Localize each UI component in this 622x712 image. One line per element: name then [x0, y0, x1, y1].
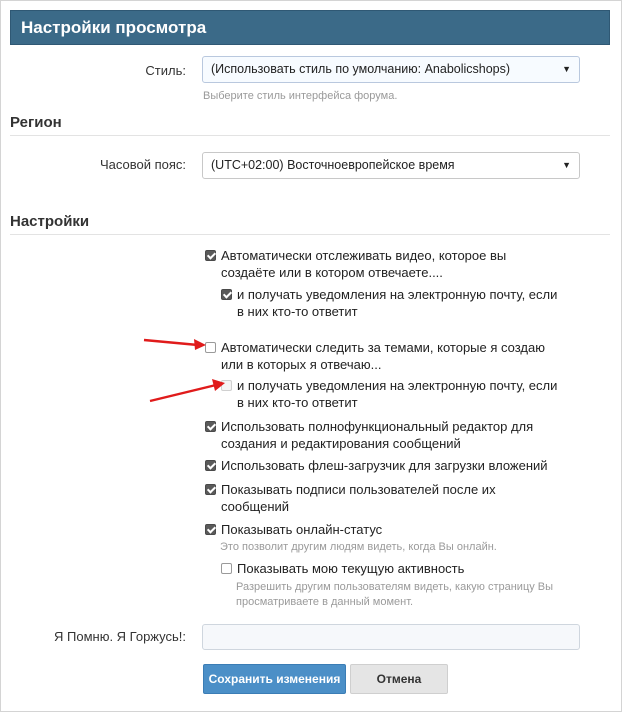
checkbox-show-activity[interactable] [221, 563, 232, 574]
option-flash-uploader-label: Использовать флеш-загрузчик для загрузки вложений [221, 458, 548, 473]
checkbox-flash-uploader[interactable] [205, 460, 216, 471]
custom-field-label: Я Помню. Я Горжусь!: [54, 629, 186, 644]
option-watch-threads-label: Автоматически следить за темами, которые я создаю или в которых я отвечаю... [221, 340, 545, 372]
option-show-activity-label: Показывать мою текущую активность [237, 561, 465, 576]
annotation-arrow-icon [142, 337, 208, 351]
checkbox-watch-videos-email[interactable] [221, 289, 232, 300]
checkbox-watch-videos[interactable] [205, 250, 216, 261]
style-select[interactable] [202, 56, 580, 83]
dropdown-arrow-icon: ▼ [562, 64, 571, 74]
annotation-arrow-icon [148, 378, 228, 404]
timezone-select-value: (UTC+02:00) Восточноевропейское время [211, 158, 455, 172]
show-activity-hint: Разрешить другим пользователям видеть, какую страницу Вы просматриваете в данный момент. [236, 581, 554, 608]
checkbox-online-status[interactable] [205, 524, 216, 535]
option-watch-videos-label: Автоматически отслеживать видео, которое вы создаёте или в котором отвечаете.... [221, 248, 507, 280]
divider [10, 234, 610, 235]
timezone-select[interactable] [202, 152, 580, 179]
option-show-signatures-label: Показывать подписи пользователей после их сообщений [221, 482, 496, 514]
timezone-label: Часовой пояс: [99, 157, 186, 172]
save-button[interactable]: Сохранить изменения [203, 664, 346, 694]
checkbox-show-signatures[interactable] [205, 484, 216, 495]
checkbox-full-editor[interactable] [205, 421, 216, 432]
region-section-title: Регион [10, 114, 62, 131]
option-watch-threads-email-label: и получать уведомления на электронную почту, если в них кто-то ответит [237, 378, 558, 410]
settings-section-title: Настройки [10, 213, 90, 230]
style-hint: Выберите стиль интерфейса форума. [203, 90, 398, 102]
page-title: Настройки просмотра [10, 10, 610, 45]
dropdown-arrow-icon: ▼ [562, 160, 571, 170]
divider [10, 135, 610, 136]
style-label: Стиль: [145, 63, 186, 78]
style-select-value: (Использовать стиль по умолчанию: Anabolicshops) [211, 62, 511, 76]
online-status-hint: Это позволит другим людям видеть, когда Вы онлайн. [220, 541, 497, 553]
option-online-status-label: Показывать онлайн-статус [221, 522, 383, 537]
option-full-editor-label: Использовать полнофункциональный редактор для создания и редактирования сообщений [221, 419, 534, 451]
option-watch-videos-email-label: и получать уведомления на электронную почту, если в них кто-то ответит [237, 287, 558, 319]
custom-field-input[interactable] [202, 624, 580, 650]
cancel-button[interactable]: Отмена [350, 664, 448, 694]
